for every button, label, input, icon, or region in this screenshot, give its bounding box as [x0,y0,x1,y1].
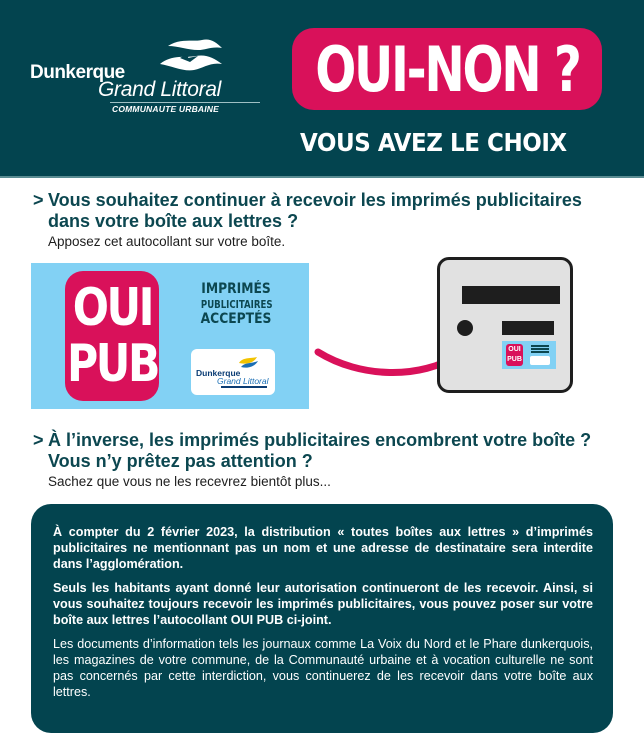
dunkerque-grand-littoral-logo [30,34,250,114]
logo-communaute-urbaine: COMMUNAUTE URBAINE [112,104,220,114]
oui-pub-sticker [31,263,309,409]
info-paragraph-2: Seuls les habitants ayant donné leur autorisation continueront de les recevoir. Ainsi, si vous souhaitez toujours recevoir les imprimés publicitaires, vous pouvez poser sur votre boîte aux lettres l’autocollant OUI PUB ci-joint. [53,581,593,627]
oui-non-title-badge [292,28,602,110]
section1-subtext: Apposez cet autocollant sur votre boîte. [48,234,286,249]
chevron-right-icon: > [33,430,44,450]
mailbox-oui-pub-sticker: OUI PUB [502,341,556,369]
info-paragraph-3: Les documents d’information tels les journaux comme La Voix du Nord et le Phare dunkerquois, les magazines de votre commune, de la Communauté urbaine et à vocation culturelle ne sont pas concernés par cette interdiction, vous continuerez de les recevoir dans votre boîte aux lettres. [53,637,593,699]
oui-pub-badge: OUI PUB [65,271,159,401]
bird-wave-icon [150,36,230,80]
section2-heading: > À l’inverse, les imprimés publicitaires encombrent votre boîte ? Vous n’y prêtez pas attention ? [33,430,592,471]
info-paragraph-1: À compter du 2 février 2023, la distribution « toutes boîtes aux lettres » d’imprimés publicitaires ne mentionnant pas un nom et une adresse de destinataire sera interdite dans l’agglomération. [53,525,593,571]
mailbox-lock-icon [457,320,473,336]
chevron-right-icon: > [33,190,44,210]
header-banner [0,0,644,178]
info-box [31,504,613,733]
imprimes-acceptes-label: IMPRIMÉS PUBLICITAIRES ACCEPTÉS [200,281,273,327]
section2-subtext: Sachez que vous ne les recevrez bientôt plus... [48,474,331,489]
sticker-logo: Dunkerque Grand Littoral [191,349,275,395]
logo-divider [110,102,260,103]
page-title: OUI-NON ? [314,32,580,106]
mailbox-illustration [437,257,573,393]
page-subtitle: VOUS AVEZ LE CHOIX [300,128,567,157]
bird-wave-icon [237,355,259,369]
mailbox-slot [462,286,560,304]
mailbox-nameplate [502,321,554,335]
logo-grand-littoral: Grand Littoral [98,78,222,101]
logo-dunkerque: Dunkerque [30,62,125,83]
section1-heading: > Vous souhaitez continuer à recevoir les imprimés publicitaires dans votre boîte aux lettres ? [33,190,582,231]
